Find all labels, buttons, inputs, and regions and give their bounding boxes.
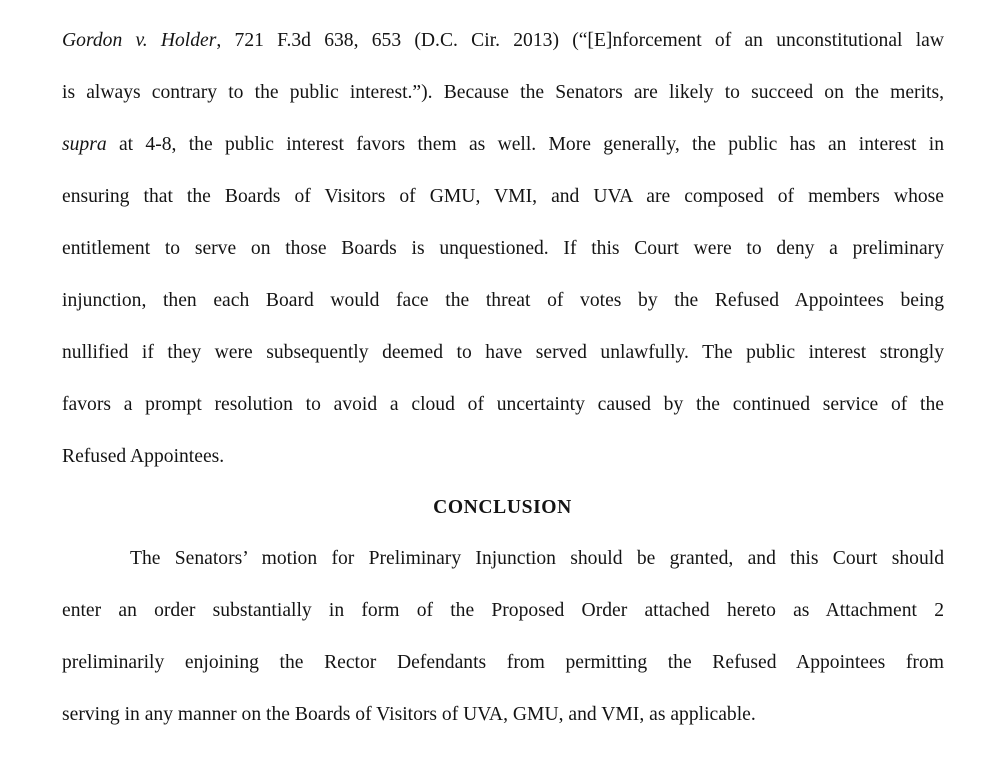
- paragraph-conclusion: [62, 545, 944, 753]
- text-line: entitlement to serve on those Boards is unquestioned. If this Court were to deny a preliminary: [62, 238, 944, 259]
- text-line: enter an order substantially in form of the Proposed Order attached hereto as Attachment 2: [62, 600, 944, 621]
- section-heading-conclusion: CONCLUSION: [433, 497, 572, 518]
- text-line: preliminarily enjoining the Rector Defendants from permitting the Refused Appointees from: [62, 652, 944, 673]
- text-line: favors a prompt resolution to avoid a cloud of uncertainty caused by the continued service of the: [62, 394, 944, 415]
- text-line: serving in any manner on the Boards of Visitors of UVA, GMU, and VMI, as applicable.: [62, 704, 756, 725]
- case-citation-italic: Gordon v. Holder: [62, 30, 217, 51]
- text-line: Refused Appointees.: [62, 446, 225, 467]
- text-line: supra at 4-8, the public interest favors them as well. More generally, the public has an interest in: [62, 134, 944, 155]
- supra-italic: supra: [62, 134, 107, 155]
- text-line: nullified if they were subsequently deemed to have served unlawfully. The public interest strongly: [62, 342, 944, 363]
- text-line: ensuring that the Boards of Visitors of GMU, VMI, and UVA are composed of members whose: [62, 186, 944, 207]
- paragraph-public-interest: [62, 27, 944, 495]
- text-line: The Senators’ motion for Preliminary Injunction should be granted, and this Court should: [130, 548, 944, 569]
- text-line: is always contrary to the public interest.”). Because the Senators are likely to succeed on the merits,: [62, 82, 944, 103]
- text-line: Gordon v. Holder, 721 F.3d 638, 653 (D.C. Cir. 2013) (“[E]nforcement of an unconstitutional law: [62, 30, 944, 51]
- text-line: injunction, then each Board would face the threat of votes by the Refused Appointees being: [62, 290, 944, 311]
